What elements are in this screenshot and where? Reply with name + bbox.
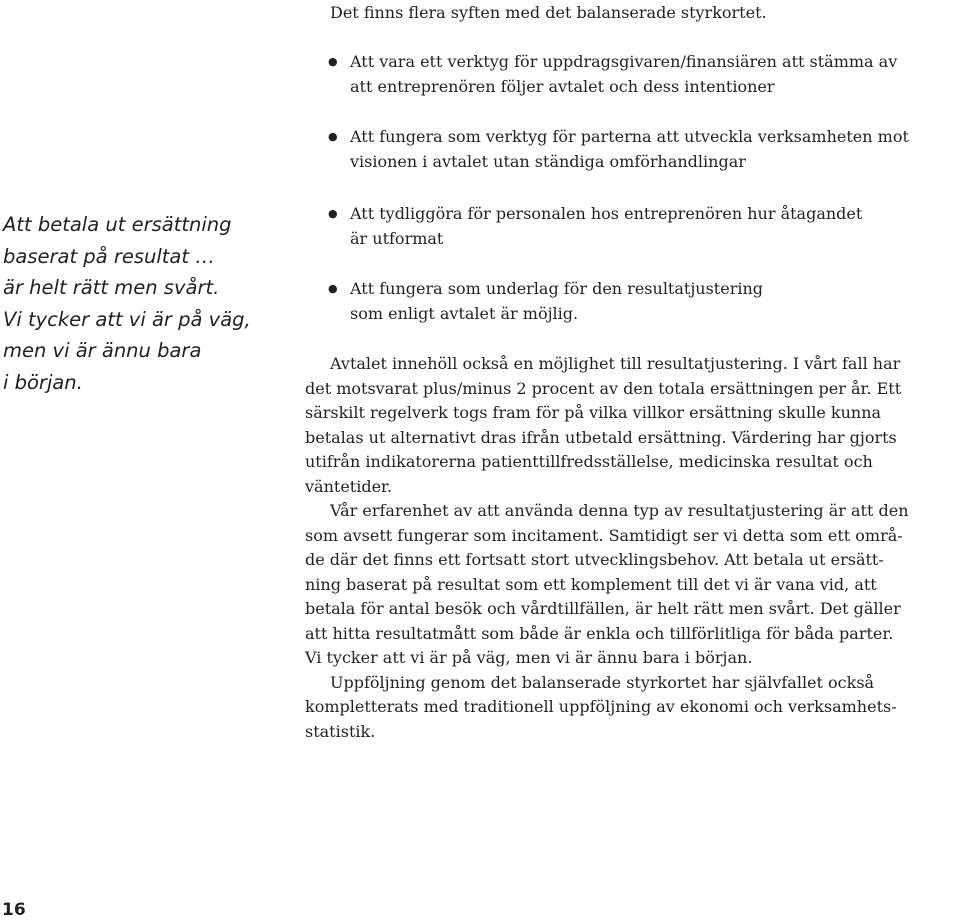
pull-quote-line: Vi tycker att vi är på väg, xyxy=(3,307,251,331)
body-line: betalas ut alternativt dras ifrån utbetald ersättning. Värdering har gjorts xyxy=(305,427,897,447)
body-line: det motsvarat plus/minus 2 procent av den totala ersättningen per år. Ett xyxy=(305,378,902,398)
body-line: särskilt regelverk togs fram för på vilka villkor ersättning skulle kunna xyxy=(305,403,882,422)
body-line: ning baserat på resultat som ett komplement till det vi är vana vid, att xyxy=(305,574,877,594)
bullet-item xyxy=(350,50,897,99)
bullet-item xyxy=(350,277,763,326)
body-line: statistik. xyxy=(305,721,376,741)
pull-quote-line: men vi är ännu bara xyxy=(3,339,202,362)
bullet-line: att entreprenören följer avtalet och dess intentioner xyxy=(350,76,775,96)
body-line: kompletterats med traditionell uppföljning av ekonomi och verksamhets- xyxy=(305,697,897,716)
bullet-line: visionen i avtalet utan ständiga omförhandlingar xyxy=(350,151,746,171)
bullet-item xyxy=(350,125,909,174)
pull-quote-line: i början. xyxy=(3,370,83,394)
body-line: Vår erfarenhet av att använda denna typ av resultatjustering är att den xyxy=(330,501,909,520)
body-line: Vi tycker att vi är på väg, men vi är ännu bara i början. xyxy=(305,648,753,667)
body-line: Avtalet innehöll också en möjlighet till resultatjustering. I vårt fall har xyxy=(330,354,901,373)
intro-text: Det finns flera syften med det balanserade styrkortet. xyxy=(330,3,767,22)
pull-quote xyxy=(3,209,251,398)
bullet-item xyxy=(350,202,862,251)
body-line: att hitta resultatmått som både är enkla och tillförlitliga för båda parter. xyxy=(305,623,894,643)
pull-quote-line: Att betala ut ersättning xyxy=(3,213,232,236)
bullet-line: är utformat xyxy=(350,228,444,248)
bullet-line: som enligt avtalet är möjlig. xyxy=(350,303,579,323)
bullet-line: ● Att fungera som verktyg för parterna att utveckla verksamheten mot xyxy=(350,127,909,146)
body-line: som avsett fungerar som incitament. Samtidigt ser vi detta som ett områ- xyxy=(305,525,903,545)
bullet-line: ● Att vara ett verktyg för uppdragsgivaren/finansiären att stämma av xyxy=(350,52,898,71)
pull-quote-line: baserat på resultat … xyxy=(3,244,215,268)
body-line: de där det finns ett fortsatt stort utvecklingsbehov. Att betala ut ersätt- xyxy=(305,550,884,569)
body-text xyxy=(305,352,909,744)
body-line: utifrån indikatorerna patienttillfredsställelse, medicinska resultat och xyxy=(305,452,873,471)
body-line: Uppföljning genom det balanserade styrkortet har självfallet också xyxy=(330,672,875,692)
pull-quote-line: är helt rätt men svårt. xyxy=(3,276,220,299)
body-line: betala för antal besök och vårdtillfällen, är helt rätt men svårt. Det gäller xyxy=(305,599,901,618)
body-line: väntetider. xyxy=(305,476,393,496)
bullet-line: ● Att fungera som underlag för den resultatjustering xyxy=(350,279,764,298)
page-number: 16 xyxy=(2,900,26,920)
bullet-line: ● Att tydliggöra för personalen hos entreprenören hur åtagandet xyxy=(350,204,863,223)
